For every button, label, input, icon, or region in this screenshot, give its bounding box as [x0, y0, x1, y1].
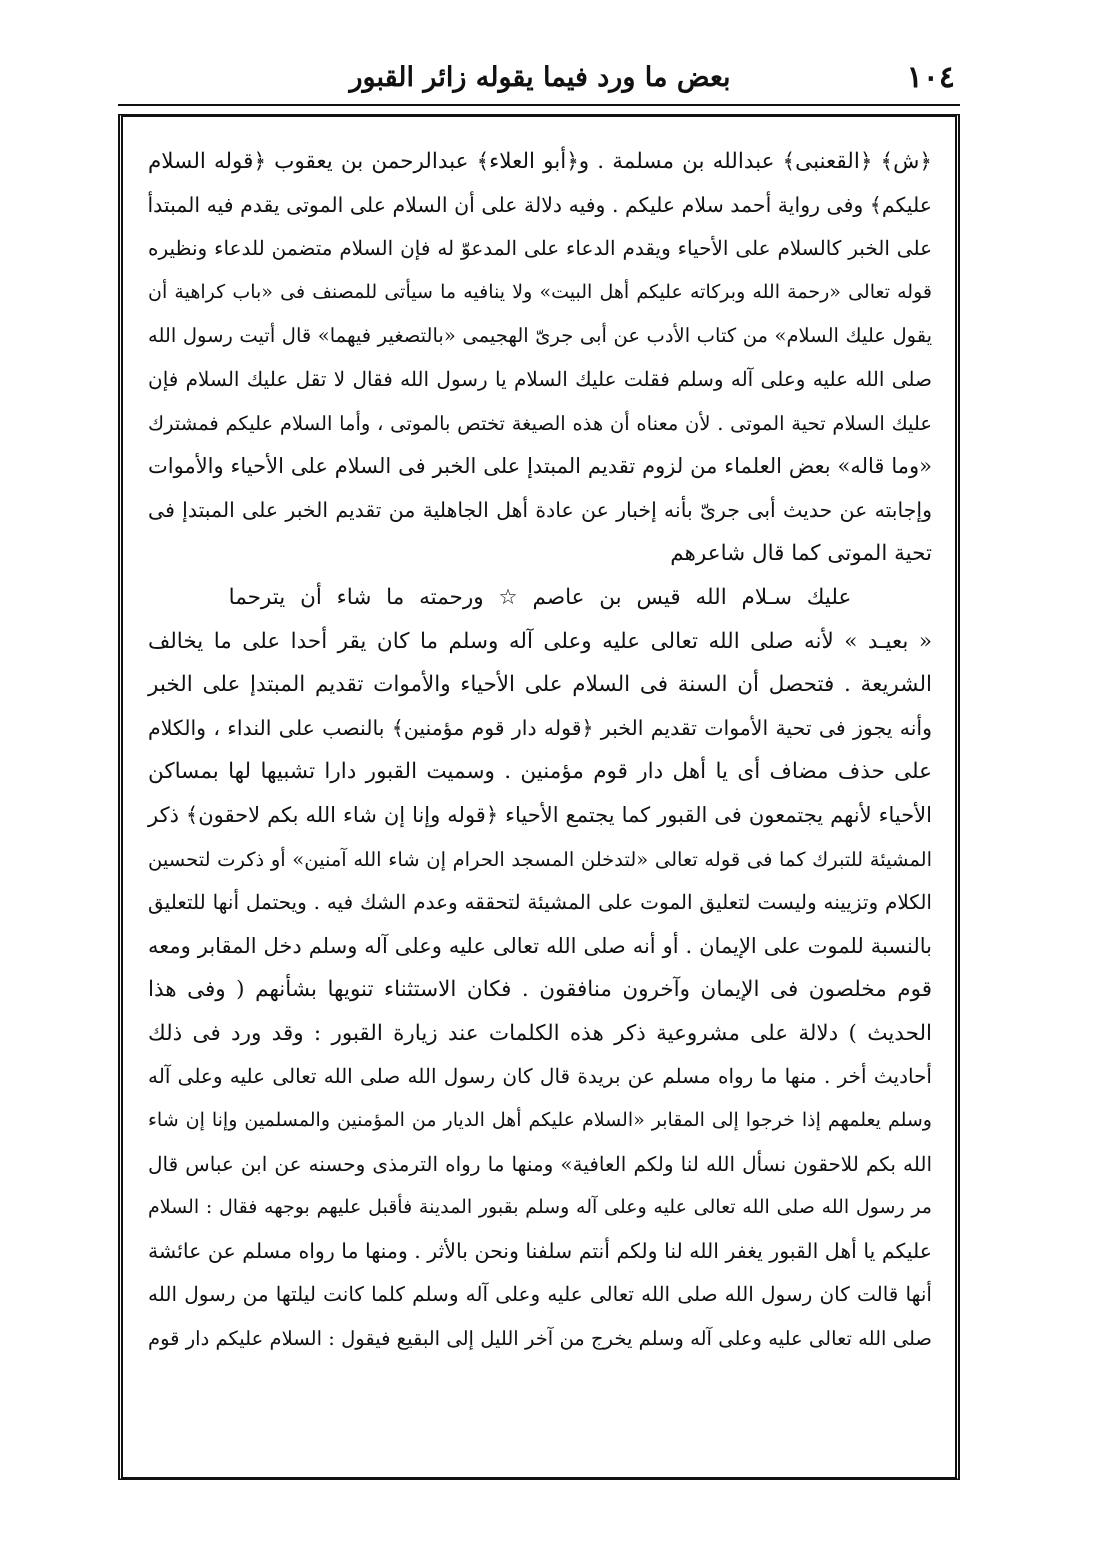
body-text [148, 140, 932, 1361]
text-line: قوله تعالى «رحمة الله وبركاته عليكم أهل البيت» ولا ينافيه ما سيأتى للمصنف فى «باب كراهية أن [148, 280, 932, 303]
text-line: مر رسول الله صلى الله تعالى عليه وعلى آله وسلم بقبور المدينة فأقبل عليهم بوجهه فقال : السلام [148, 1196, 932, 1219]
text-line: أنها قالت كان رسول الله صلى الله تعالى عليه وعلى آله وسلم كلما كانت ليلتها من رسول الله [148, 1282, 932, 1307]
text-line: صلى الله تعالى عليه وعلى آله وسلم يخرج من آخر الليل إلى البقيع فيقول : السلام عليكم دار قوم [148, 1327, 932, 1351]
text-line: على حذف مضاف أى يا أهل دار قوم مؤمنين . وسميت القبور دارا تشبيها لها بمساكن [148, 759, 932, 785]
text-line: يقول عليك السلام» من كتاب الأدب عن أبى جرىّ الهجيمى «بالتصغير فيهما» قال أتيت رسول الله [148, 324, 932, 348]
text-line: ﴿ش﴾ ﴿القعنبى﴾ عبدالله بن مسلمة . و﴿أبو العلاء﴾ عبدالرحمن بن يعقوب ﴿قوله السلام [148, 149, 932, 174]
text-line: بالنسبة للموت على الإيمان . أو أنه صلى الله تعالى عليه وعلى آله وسلم دخل المقابر ومعه [148, 933, 932, 958]
text-line: الله بكم للاحقون نسأل الله لنا ولكم العافية» ومنها ما رواه الترمذى وحسنه عن ابن عباس قال [148, 1151, 932, 1176]
text-line: وأنه يجوز فى تحية الأموات تقديم الخبر ﴿قوله دار قوم مؤمنين﴾ بالنصب على النداء ، والكلام [148, 715, 932, 740]
text-line: عليكم﴾ وفى رواية أحمد سلام عليكم . وفيه دلالة على أن السلام على الموتى يقدم فيه المبتدأ [147, 192, 932, 217]
text-line: عليك السلام تحية الموتى . لأن معناه أن هذه الصيغة تختص بالموتى ، وأما السلام عليكم فمشترك [148, 411, 932, 435]
text-line: الشريعة . فتحصل أن السنة فى السلام على الأحياء والأموات تقديم المبتدإ على الخبر [148, 672, 932, 698]
text-line: الأحياء لأنهم يجتمعون فى القبور كما يجتمع الأحياء ﴿قوله وإنا إن شاء الله بكم لاحقون﴾ ذكر [148, 802, 932, 827]
page-number: ١٠٤ [906, 60, 955, 95]
text-line: وإجابته عن حديث أبى جرىّ بأنه إخبار عن عادة أهل الجاهلية من تقديم الخبر على المبتدإ فى [148, 497, 932, 522]
header-rule [118, 104, 960, 106]
text-line: صلى الله عليه وعلى آله وسلم فقلت عليك السلام يا رسول الله فقال لا تقل عليك السلام فإن [148, 366, 932, 391]
page-header [125, 58, 955, 98]
text-line: وسلم يعلمهم إذا خرجوا إلى المقابر «السلام عليكم أهل الديار من المؤمنين والمسلمين وإنا إن شاء [148, 1109, 932, 1132]
text-line: قوم مخلصون فى الإيمان وآخرون منافقون . فكان الاستثناء تنويها بشأنهم ( وفى هذا [148, 977, 932, 1003]
text-line: « بعيـد » لأنه صلى الله تعالى عليه وعلى آله وسلم ما كان يقر أحدا على ما يخالف [148, 628, 932, 654]
text-line: عليكم يا أهل القبور يغفر الله لنا ولكم أنتم سلفنا ونحن بالأثر . ومنها ما رواه مسلم عن عائشة [147, 1238, 932, 1263]
text-line: على الخبر كالسلام على الأحياء ويقدم الدعاء على المدعوّ له فإن السلام متضمن للدعاء ونظيره [148, 236, 932, 261]
text-line: الكلام وتزيينه وليست لتعليق الموت على المشيئة لتحققه وعدم الشك فيه . ويحتمل أنها للتعليق [148, 890, 932, 915]
running-title: بعض ما ورد فيما يقوله زائر القبور [349, 62, 731, 93]
poetry-verse: عليك سـلام الله قيس بن عاصم ☆ ورحمته ما شاء أن يترحما [228, 584, 852, 610]
text-line: أحاديث أخر . منها ما رواه مسلم عن بريدة قال كان رسول الله صلى الله تعالى عليه وعلى آله [148, 1064, 932, 1089]
text-line: الحديث ) دلالة على مشروعية ذكر هذه الكلمات عند زيارة القبور : وقد ورد فى ذلك [148, 1020, 932, 1046]
text-line: «وما قاله» بعض العلماء من لزوم تقديم المبتدإ على الخبر فى السلام على الأحياء والأموات [148, 454, 932, 479]
text-line: تحية الموتى كما قال شاعرهم [670, 541, 932, 567]
text-line: المشيئة للتبرك كما فى قوله تعالى «لتدخلن المسجد الحرام إن شاء الله آمنين» أو ذكرت لتحسين [148, 847, 932, 871]
